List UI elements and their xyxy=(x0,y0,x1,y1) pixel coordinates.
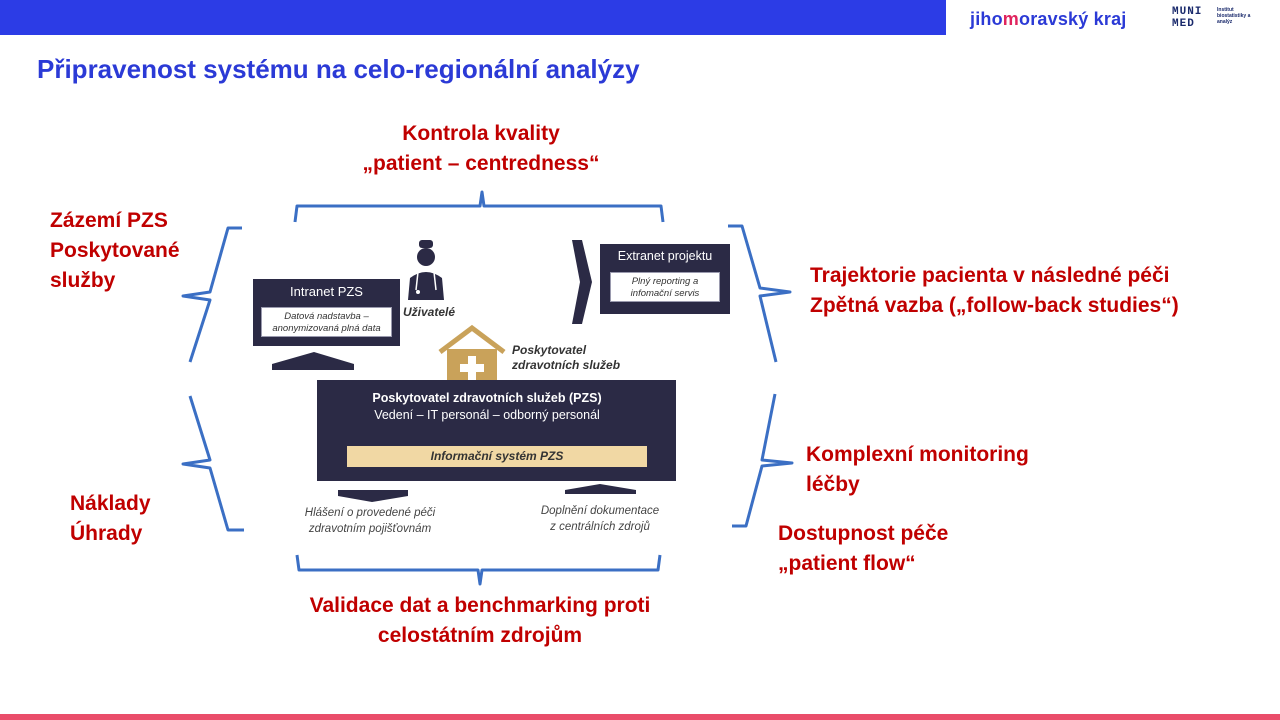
bottom-bracket xyxy=(297,555,660,584)
label-top xyxy=(346,119,616,179)
label-right-low xyxy=(778,519,948,579)
provider-icon-line2: zdravotních služeb xyxy=(512,358,621,372)
up-arrow-icon xyxy=(272,352,354,370)
label-bottom xyxy=(270,591,690,651)
info-system-bar xyxy=(347,446,647,467)
intranet-sub-line1: Datová nadstavba – xyxy=(284,311,369,322)
intranet-title: Intranet PZS xyxy=(290,284,363,299)
label-top-line1: Kontrola kvality xyxy=(402,122,560,145)
down-arrow-icon xyxy=(338,490,408,502)
page-title: Připravenost systému na celo-regionální analýzy xyxy=(37,54,640,84)
right-arrow-icon xyxy=(572,240,592,324)
provider-icon-label xyxy=(512,343,620,373)
report-line1: Hlášení o provedené péči xyxy=(304,507,436,519)
left-upper-bracket xyxy=(183,228,242,362)
intranet-description xyxy=(261,307,392,337)
supplement-line1: Doplnění dokumentace xyxy=(540,505,660,517)
extranet-sub-line1: Plný reporting a xyxy=(631,276,699,287)
label-bottom-line2: celostátním zdrojům xyxy=(377,624,583,647)
hospital-icon xyxy=(440,328,504,387)
label-left-top xyxy=(50,206,180,296)
label-right-mid xyxy=(806,440,1029,500)
info-system-label: Informační systém PZS xyxy=(430,449,564,463)
label-right-top-line1: Trajektorie pacienta v následné péči xyxy=(810,264,1170,287)
label-bottom-line1: Validace dat a benchmarking proti xyxy=(309,594,651,617)
logo-med-text: MED xyxy=(1172,18,1195,30)
logo-accent-letter: m xyxy=(1002,9,1020,29)
label-top-line2: „patient – centredness“ xyxy=(362,152,600,175)
right-upper-bracket xyxy=(728,226,790,362)
pzs-title: Poskytovatel zdravotních služeb (PZS) xyxy=(372,391,602,405)
pzs-box xyxy=(317,380,676,481)
logo-institute-text: Institut biostatistiky a analýz xyxy=(1217,7,1251,25)
label-right-low-line1: Dostupnost péče xyxy=(778,522,949,545)
extranet-title: Extranet projektu xyxy=(617,249,713,263)
pzs-subtitle: Vedení – IT personál – odborný personál xyxy=(374,408,600,422)
label-right-mid-line2: léčby xyxy=(806,473,860,496)
label-left-top-line1: Zázemí PZS xyxy=(50,209,168,232)
logo-jihomoravsky-kraj: jihomoravský kraj xyxy=(970,9,1127,29)
extranet-description xyxy=(610,272,720,302)
supplement-line2: z centrálních zdrojů xyxy=(550,521,650,533)
right-lower-bracket xyxy=(732,394,792,526)
bottom-bar xyxy=(0,714,1280,720)
intranet-box xyxy=(253,279,400,346)
doctor-icon xyxy=(408,240,444,300)
provider-icon-line1: Poskytovatel xyxy=(512,343,587,357)
up-arrow-icon xyxy=(565,484,636,494)
label-left-bottom-line1: Náklady xyxy=(70,492,151,515)
label-left-top-line3: služby xyxy=(50,269,116,292)
report-line2: zdravotním pojišťovnám xyxy=(308,523,432,535)
label-right-low-line2: „patient flow“ xyxy=(778,552,916,575)
extranet-box xyxy=(600,244,730,314)
extranet-sub-line2: infomační servis xyxy=(630,288,700,299)
label-right-top-line2: Zpětná vazba („follow-back studies“) xyxy=(810,294,1179,317)
report-to-insurers xyxy=(270,505,470,537)
label-right-mid-line1: Komplexní monitoring xyxy=(806,443,1029,466)
users-label: Uživatelé xyxy=(403,305,456,319)
intranet-sub-line2: anonymizovaná plná data xyxy=(272,323,381,334)
central-sources-supplement xyxy=(505,503,695,535)
label-right-top xyxy=(810,261,1179,321)
label-left-bottom xyxy=(70,489,151,549)
label-left-bottom-line2: Úhrady xyxy=(70,522,143,545)
top-bracket xyxy=(295,192,663,222)
logo-muni-text: MUNI xyxy=(1172,6,1203,18)
left-lower-bracket xyxy=(183,396,244,530)
label-left-top-line2: Poskytované xyxy=(50,239,180,262)
